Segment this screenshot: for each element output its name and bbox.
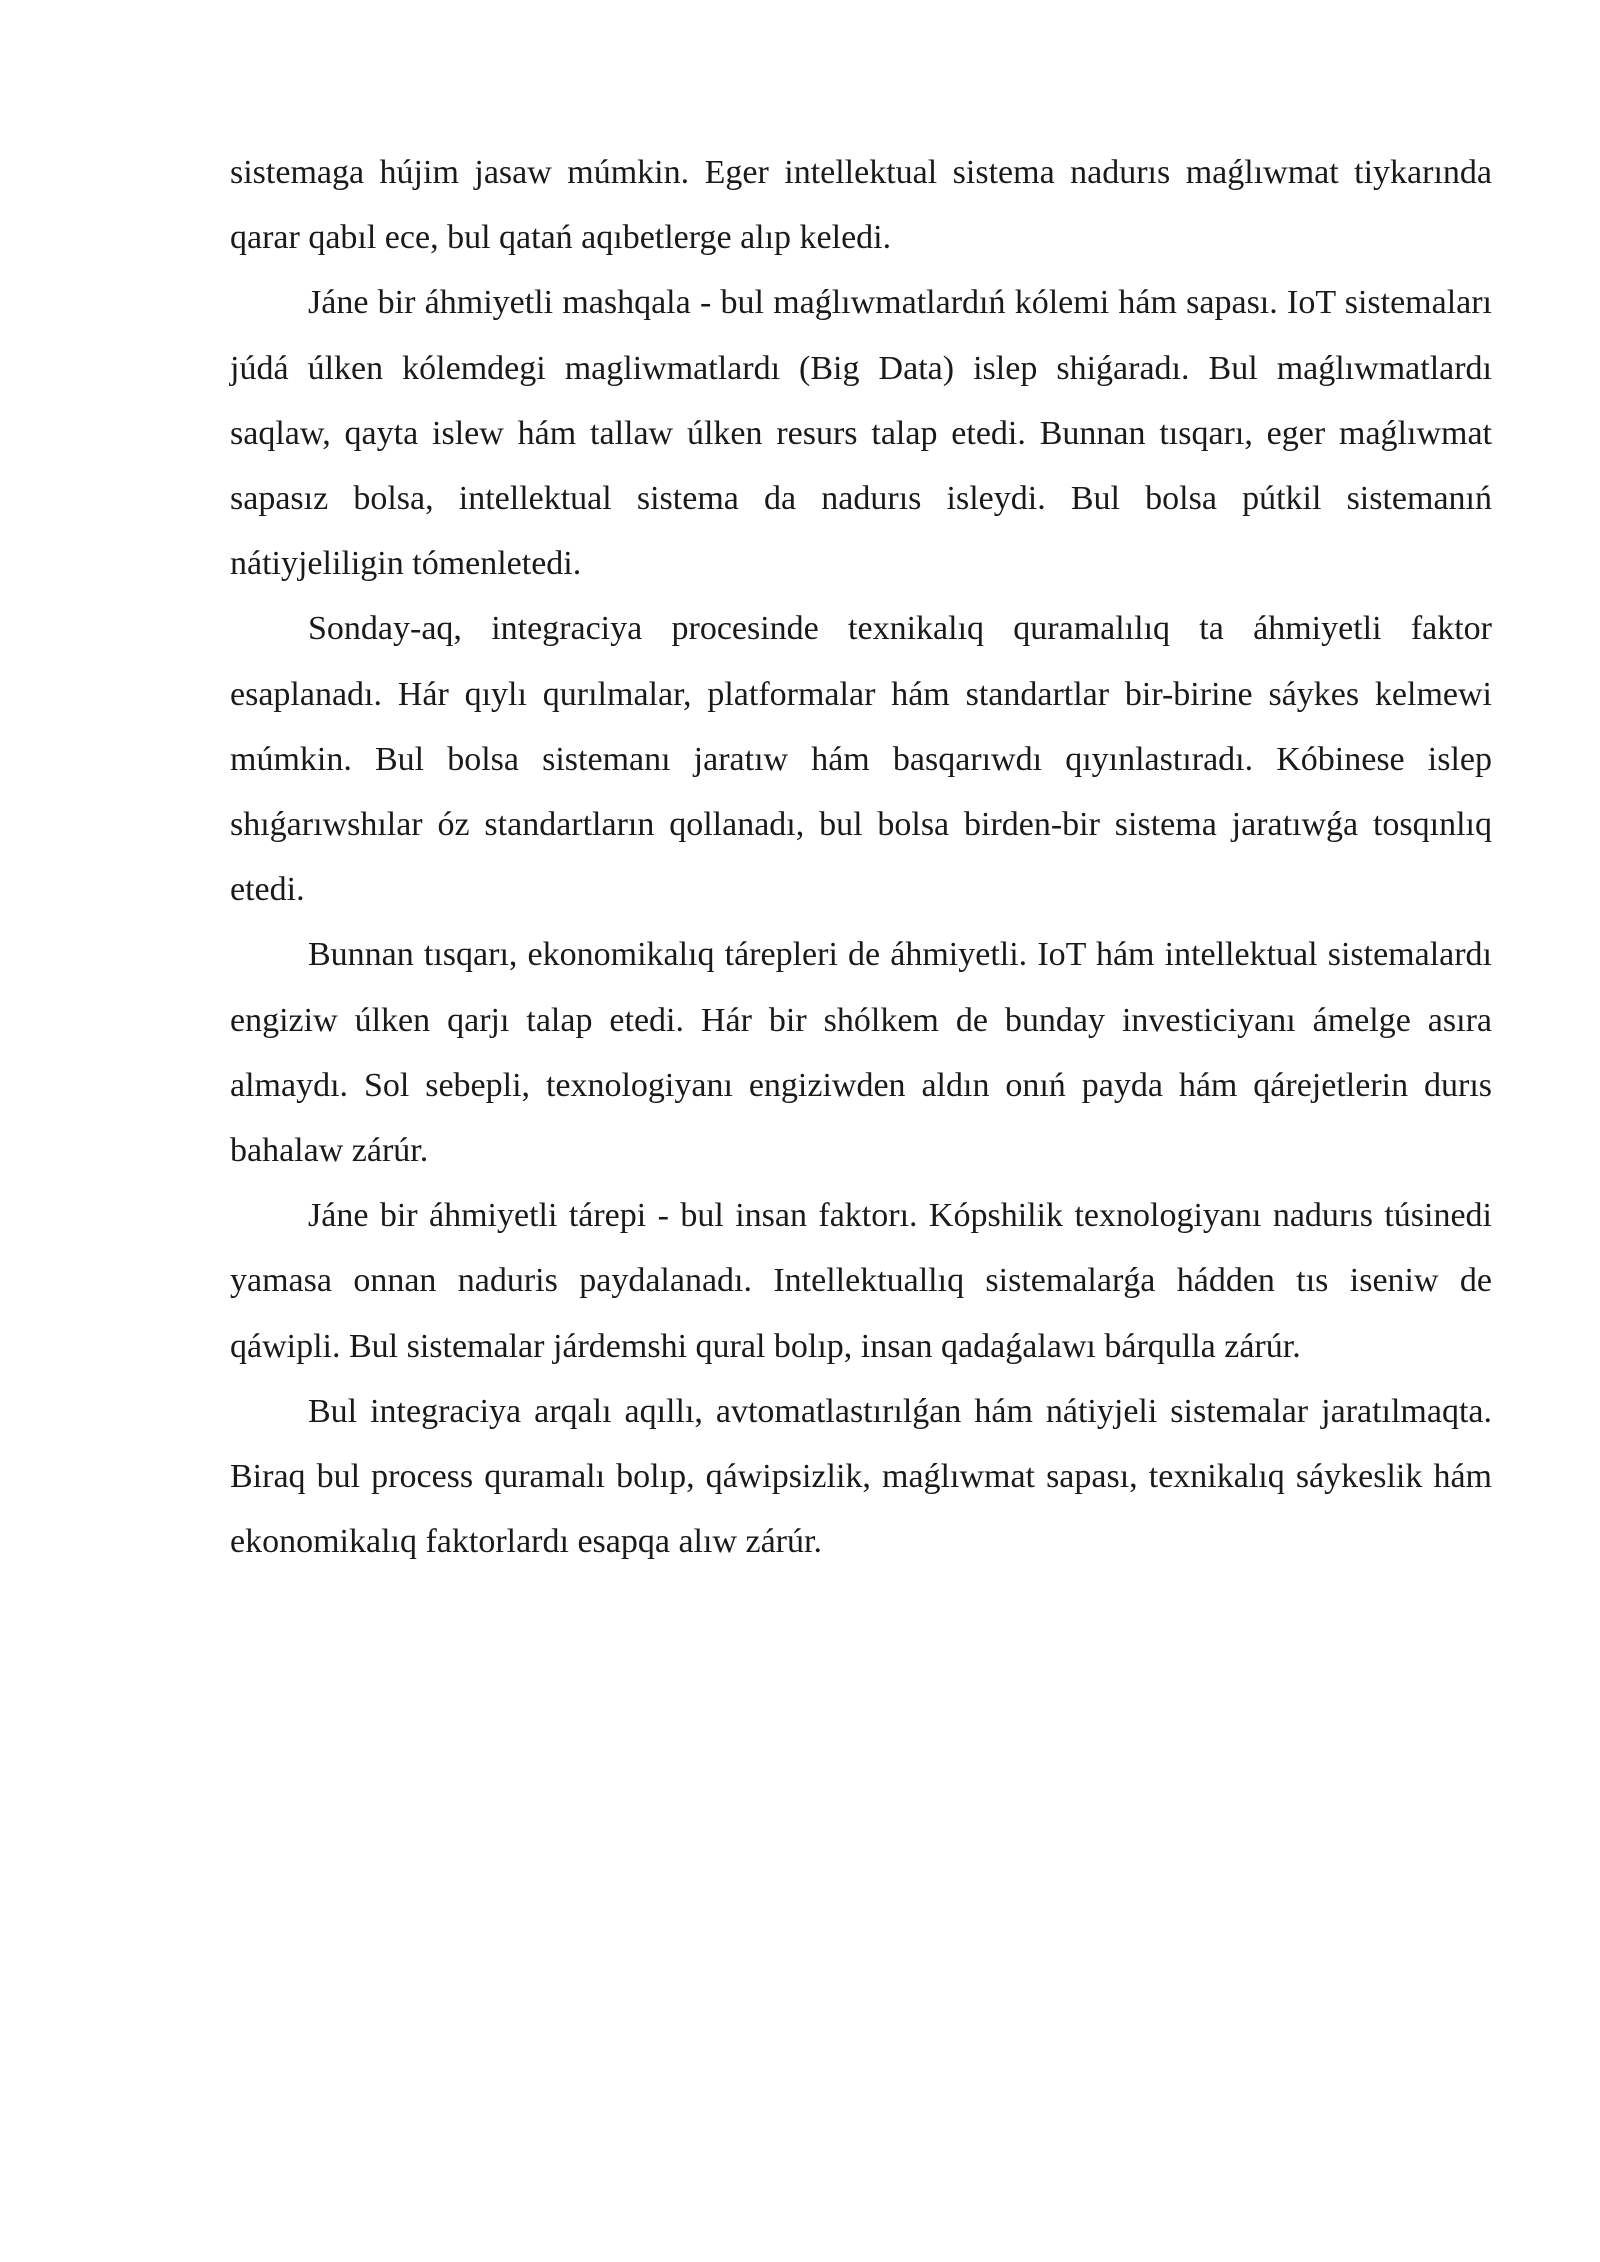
document-body bbox=[230, 140, 1492, 1574]
paragraph-continued: sistemaga hújim jasaw múmkin. Eger intellektual sistema nadurıs maǵlıwmat tiykarında qarar qabıl ece, bul qatań aqıbetlerge alıp keledi. bbox=[230, 154, 1492, 257]
paragraph-data-volume-quality: Jáne bir áhmiyetli mashqala - bul maǵlıwmatlardıń kólemi hám sapası. IoT sistemaları júdá úlken kólemdegi magliwmatlardı (Big Data) islep shiǵaradı. Bul maǵlıwmatlardı saqlaw, qayta islew hám tallaw úlken resurs talap etedi. Bunnan tısqarı, eger maǵlıwmat sapasız bolsa, intellektual sistema da nadurıs isleydi. Bul bolsa pútkil sistemanıń nátiyjeliligin tómenletedi. bbox=[230, 284, 1492, 583]
paragraph-economic-aspects: Bunnan tısqarı, ekonomikalıq tárepleri de áhmiyetli. IoT hám intellektual sistemalardı engiziw úlken qarjı talap etedi. Hár bir shólkem de bunday investiciyanı ámelge asıra almaydı. Sol sebepli, texnologiyanı engiziwden aldın onıń payda hám qárejetlerin durıs bahalaw zárúr. bbox=[230, 936, 1492, 1170]
paragraph-conclusion: Bul integraciya arqalı aqıllı, avtomatlastırılǵan hám nátiyjeli sistemalar jaratılmaqta. Biraq bul process quramalı bolıp, qáwipsizlik, maǵlıwmat sapası, texnikalıq sáykeslik hám ekonomikalıq faktorlardı esapqa alıw zárúr. bbox=[230, 1392, 1492, 1561]
paragraph-human-factor: Jáne bir áhmiyetli tárepi - bul insan faktorı. Kópshilik texnologiyanı nadurıs túsinedi yamasa onnan naduris paydalanadı. Intellektuallıq sistemalarǵa hádden tıs iseniw de qáwipli. Bul sistemalar járdemshi qural bolıp, insan qadaǵalawı bárqulla zárúr. bbox=[230, 1197, 1492, 1365]
paragraph-technical-complexity: Sonday-aq, integraciya procesinde texnikalıq quramalılıq ta áhmiyetli faktor esaplanadı. Hár qıylı qurılmalar, platformalar hám standartlar bir-birine sáykes kelmewi múmkin. Bul bolsa sistemanı jaratıw hám basqarıwdı qıyınlastıradı. Kóbinese islep shıǵarıwshılar óz standartların qollanadı, bul bolsa birden-bir sistema jaratıwǵa tosqınlıq etedi. bbox=[230, 610, 1492, 909]
